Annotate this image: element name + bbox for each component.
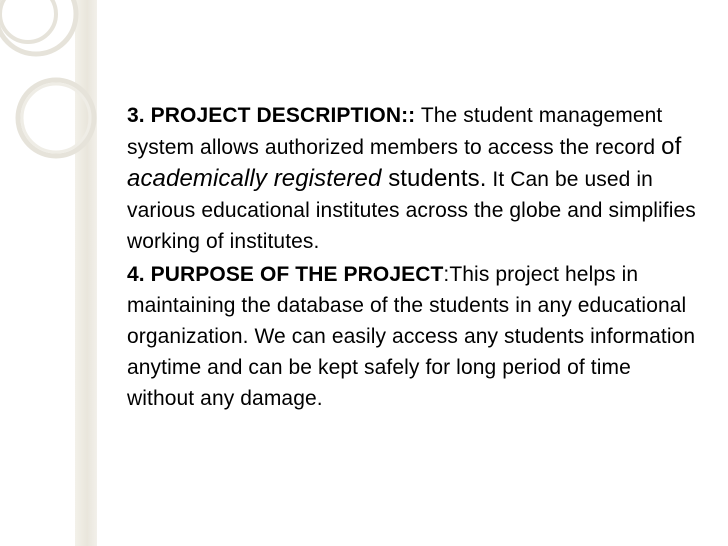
ring-lower-icon [18, 80, 94, 156]
project-description-heading: 3. PROJECT DESCRIPTION:: [127, 104, 416, 127]
project-purpose-heading: 4. PURPOSE OF THE PROJECT [127, 263, 444, 286]
project-description-paragraph [127, 100, 697, 257]
description-text-b: It Can be used in various educational institutes across the globe and simplifies working of institutes. [127, 168, 696, 253]
project-purpose-paragraph [127, 259, 697, 414]
purpose-text: :This project helps in maintaining the database of the students in any educational organization. We can easily access any students information anytime and can be kept safely for long period of time without any damage. [127, 263, 696, 410]
description-text-italic: academically registered [127, 165, 382, 192]
description-text-of: of [661, 133, 682, 160]
description-text-students: students. [381, 165, 487, 192]
ring-inner-icon [0, 0, 56, 42]
ring-lower-inner-icon [22, 84, 90, 152]
description-text-a: The student management system allows authorized members to access the record [127, 104, 663, 159]
body-text [127, 100, 697, 414]
ring-large-icon [0, 0, 76, 54]
